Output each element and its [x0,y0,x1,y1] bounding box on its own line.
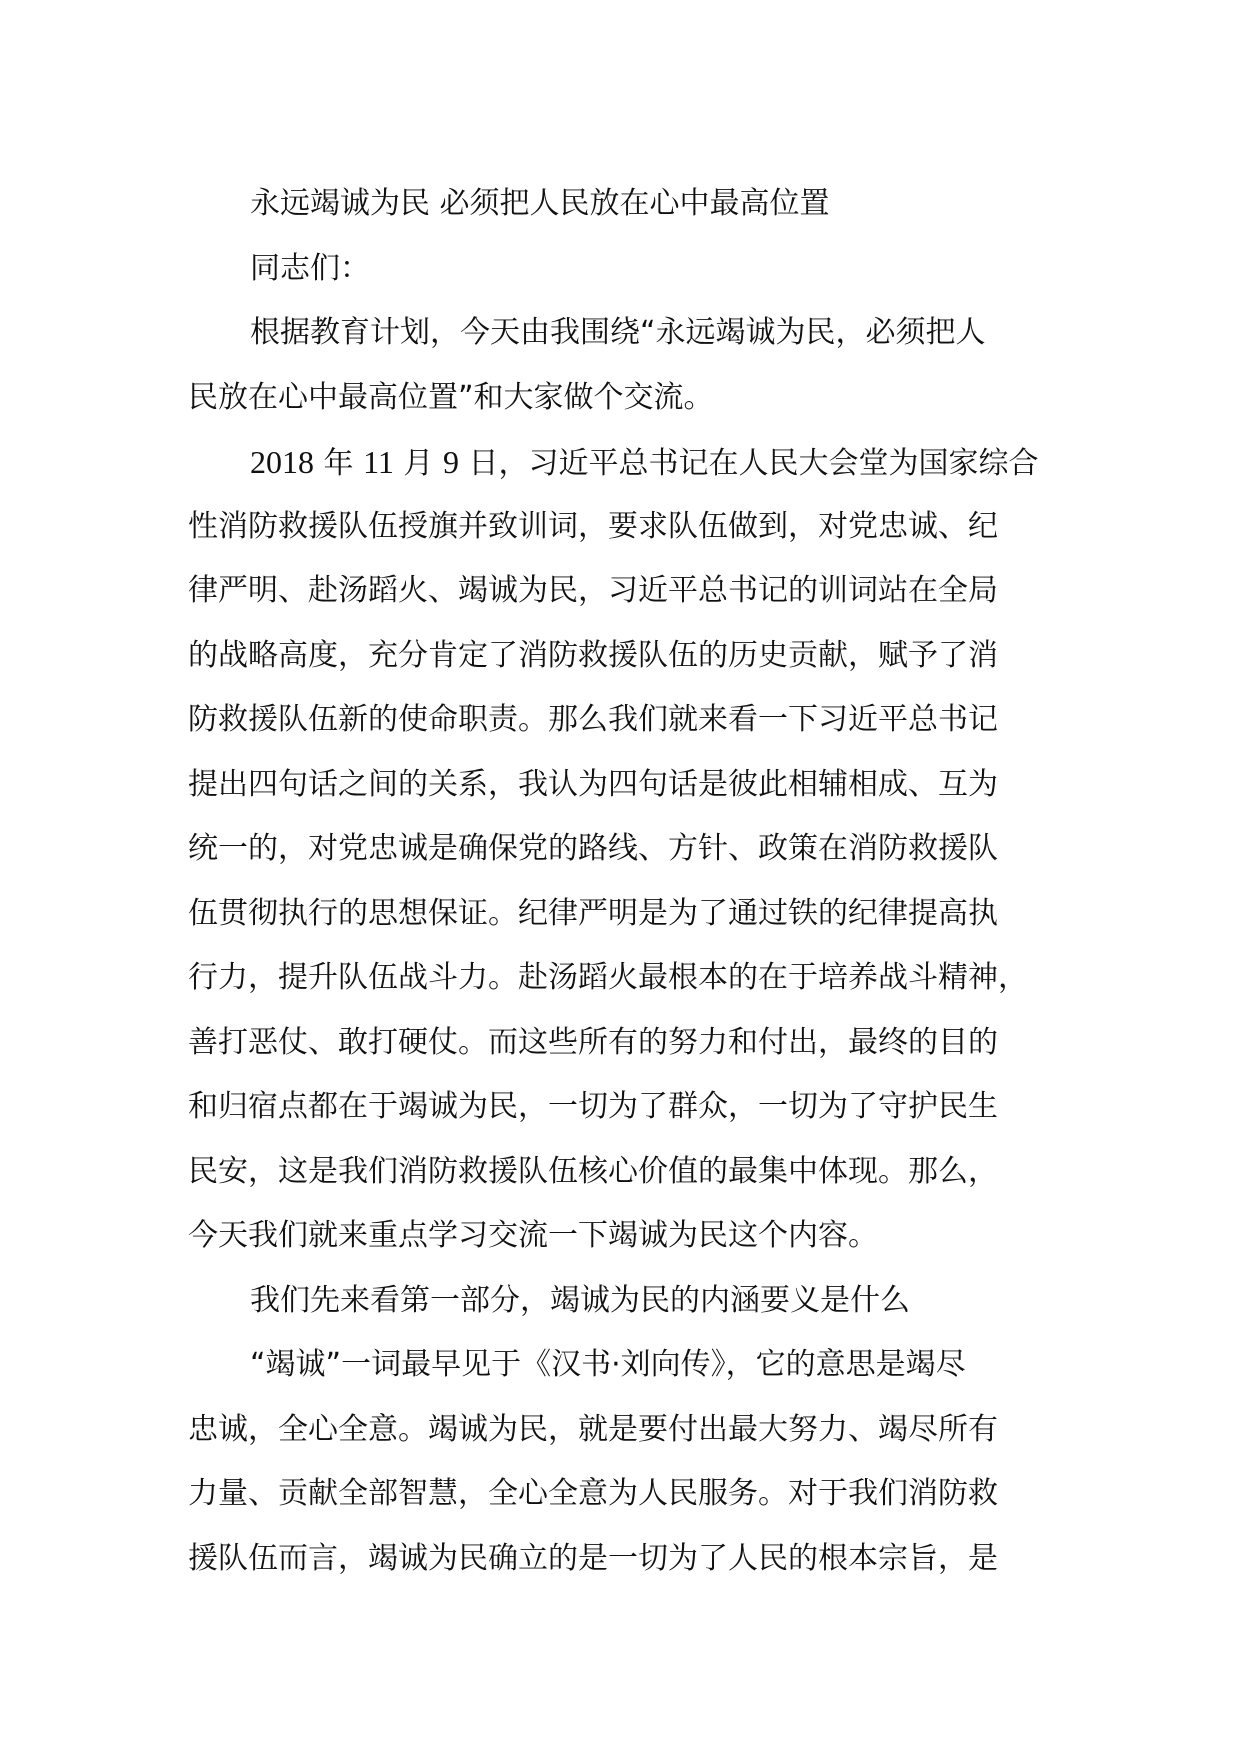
paragraph-2-line-1-text: 日，习近平总书记在人民大会堂为国家综合 [458,446,1039,481]
paragraph-2-line-6: 提出四句话之间的关系，我认为四句话是彼此相辅相成、互为 [188,766,998,802]
paragraph-2-line-11: 和归宿点都在于竭诚为民，一切为了群众，一切为了守护民生 [188,1089,998,1124]
paragraph-2-line-2: 性消防救援队伍授旗并致训词，要求队伍做到，对党忠诚、纪 [188,508,998,544]
paragraph-2-line-8: 伍贯彻执行的思想保证。纪律严明是为了通过铁的纪律提高执 [188,895,998,931]
paragraph-2-line-13: 今天我们就来重点学习交流一下竭诚为民这个内容。 [188,1218,878,1253]
paragraph-2-line-12: 民安，这是我们消防救援队伍核心价值的最集中体现。那么， [188,1153,998,1189]
paragraph-2-line-1 [188,430,1088,495]
paragraph-2-line-4: 的战略高度，充分肯定了消防救援队伍的历史贡献，赋予了消 [188,637,998,673]
document-body [188,172,1088,1591]
paragraph-2-line-5: 防救援队伍新的使命职责。那么我们就来看一下习近平总书记 [188,702,998,737]
paragraph-2-line-10: 善打恶仗、敢打硬仗。而这些所有的努力和付出，最终的目的 [188,1024,998,1060]
date-day: 9 [442,444,459,480]
paragraph-4-line-1: “竭诚”一词最早见于《汉书·刘向传》，它的意思是竭尽 [250,1347,966,1382]
paragraph-4-line-4: 援队伍而言，竭诚为民确立的是一切为了人民的根本宗旨，是 [188,1540,998,1576]
paragraph-2-line-7: 统一的，对党忠诚是确保党的路线、方针、政策在消防救援队 [188,831,998,866]
salutation: 同志们： [250,250,370,286]
date-month: 11 [363,444,394,480]
date-year-unit: 年 [314,446,364,481]
date-year: 2018 [250,444,314,480]
paragraph-3-line-1: 我们先来看第一部分，竭诚为民的内涵要义是什么 [250,1282,910,1318]
paragraph-1-line-2: 民放在心中最高位置”和大家做个交流。 [188,379,714,415]
paragraph-1-line-1: 根据教育计划，今天由我围绕“永远竭诚为民，必须把人 [250,315,986,350]
paragraph-2-line-9: 行力，提升队伍战斗力。赴汤蹈火最根本的在于培养战斗精神， [188,960,1028,995]
document-title: 永远竭诚为民 必须把人民放在心中最高位置 [250,186,830,221]
paragraph-2-line-3: 律严明、赴汤蹈火、竭诚为民，习近平总书记的训词站在全局 [188,573,998,608]
paragraph-4-line-3: 力量、贡献全部智慧，全心全意为人民服务。对于我们消防救 [188,1476,998,1511]
date-month-unit: 月 [393,446,443,481]
paragraph-4-line-2: 忠诚，全心全意。竭诚为民，就是要付出最大努力、竭尽所有 [188,1411,998,1447]
